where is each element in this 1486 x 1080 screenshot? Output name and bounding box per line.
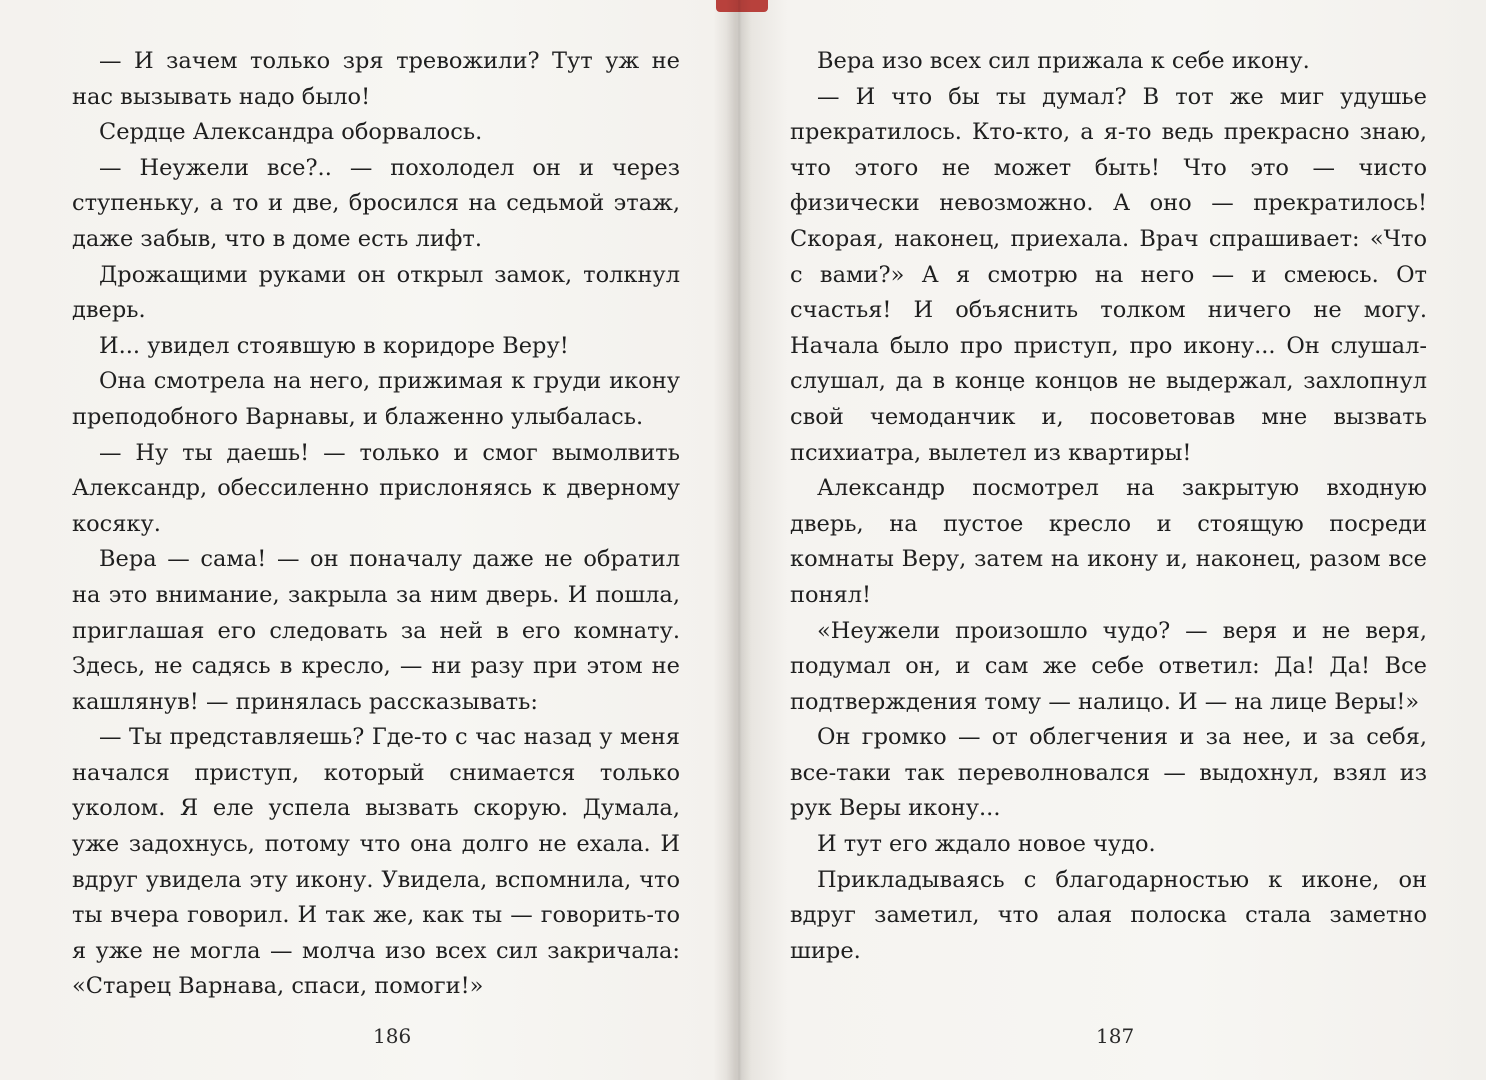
page-number-right: 187 — [1096, 1024, 1135, 1048]
book-gutter — [726, 0, 752, 1080]
paragraph: — Неужели все?.. — похолодел он и через ступеньку, а то и две, бросился на седьмой этаж, даже забыв, что в доме есть лифт. — [72, 154, 680, 252]
right-page — [790, 44, 1427, 969]
paragraph: Вера изо всех сил прижала к себе икону. — [817, 48, 1310, 74]
paragraph: Александр посмотрел на закрытую входную дверь, на пустое кресло и стоящую посреди комнаты Веру, затем на икону и, наконец, разом все понял! — [790, 475, 1427, 608]
paragraph: «Неужели произошло чудо? — веря и не веря, подумал он, и сам же себе ответил: Да! Да! Все подтверждения тому — налицо. И — на лице Веры!» — [790, 617, 1427, 715]
paragraph: — И что бы ты думал? В тот же миг удушье прекратилось. Кто-кто, а я-то ведь прекрасно знаю, что этого не может быть! Что это — чисто физически невозможно. А оно — прекратилось! Скорая, наконец, приехала. Врач спрашивает: «Что с вами?» А я смотрю на него — и смеюсь. От счастья! И объяснить толком ничего не могу. Начала было про приступ, про икону... Он слушал-слушал, да в конце концов не выдержал, захлопнул свой чемоданчик и, посоветовав мне вызвать психиатра, вылетел из квартиры! — [790, 83, 1427, 466]
paragraph: — Ты представляешь? Где-то с час назад у меня начался приступ, который снимается только уколом. Я еле успела вызвать скорую. Думала, уже задохнусь, потому что она долго не ехала. И вдруг увидела эту икону. Увидела, вспомнила, что ты вчера говорил. И так же, как ты — говорить-то я уже не могла — молча изо всех сил закричала: «Старец Варнава, спаси, помоги!» — [72, 724, 680, 1000]
paragraph: Прикладываясь с благодарностью к иконе, он вдруг заметил, что алая полоска стала заметно шире. — [790, 866, 1427, 964]
page-number-left: 186 — [373, 1024, 412, 1048]
paragraph: — Ну ты даешь! — только и смог вымолвить Александр, обессиленно прислоняясь к дверному косяку. — [72, 439, 680, 537]
paragraph: Она смотрела на него, прижимая к груди икону преподобного Варнавы, и блаженно улыбалась. — [72, 368, 680, 430]
paragraph: Сердце Александра оборвалось. — [99, 119, 483, 146]
paragraph: Дрожащими руками он открыл замок, толкнул дверь. — [72, 261, 680, 324]
paragraph: — И зачем только зря тревожили? Тут уж не нас вызывать надо было! — [72, 48, 680, 110]
paragraph: И тут его ждало новое чудо. — [817, 831, 1156, 858]
left-page — [72, 44, 680, 1005]
paragraph: Вера — сама! — он поначалу даже не обратил на это внимание, закрыла за ним дверь. И пошла, приглашая его следовать за ней в его комнату. Здесь, не садясь в кресло, — ни разу при этом не кашлянув! — принялась рассказывать: — [72, 546, 680, 715]
paragraph: И... увидел стоявшую в коридоре Веру! — [99, 332, 569, 359]
paragraph: Он громко — от облегчения и за нее, и за себя, все-таки так переволновался — выдохнул, взял из рук Веры икону... — [790, 724, 1427, 822]
